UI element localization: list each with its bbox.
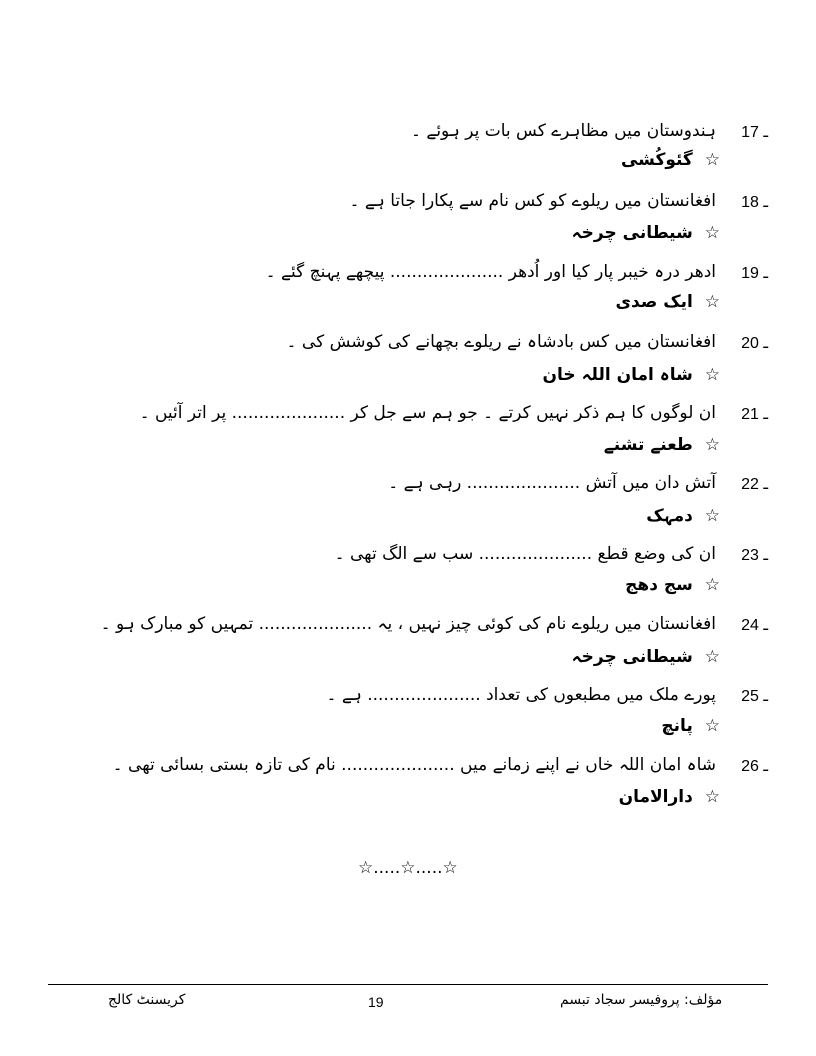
question-number: 25 ـ bbox=[741, 688, 768, 705]
answer-text: دارالامان bbox=[618, 787, 693, 807]
answer-23 bbox=[625, 575, 720, 603]
question-number: 19 ـ bbox=[741, 265, 768, 282]
question-number: 26 ـ bbox=[741, 758, 768, 775]
page-number: 19 bbox=[368, 994, 384, 1010]
question-text: ادھر درہ خیبر پار کیا اور اُدھر ..................... پیچھے پہنچ گئے ۔ bbox=[265, 262, 716, 282]
footer-college-name: کریسنٹ کالج bbox=[108, 992, 186, 1008]
question-text: افغانستان میں ریلوے کو کس نام سے پکارا جاتا ہے ۔ bbox=[349, 191, 716, 211]
answer-text: پانچ bbox=[661, 716, 693, 736]
question-24 bbox=[100, 611, 768, 641]
star-icon: ☆ bbox=[704, 575, 720, 595]
answer-text: شاہ امان اللہ خان bbox=[542, 365, 693, 385]
divider-stars: ☆.....☆.....☆ bbox=[358, 858, 458, 878]
star-icon: ☆ bbox=[704, 716, 720, 736]
question-number: 21 ـ bbox=[741, 406, 768, 423]
question-number: 18 ـ bbox=[741, 194, 768, 211]
star-icon: ☆ bbox=[704, 150, 720, 170]
answer-text: دمہک bbox=[646, 506, 693, 526]
question-18 bbox=[208, 188, 768, 218]
star-icon: ☆ bbox=[704, 506, 720, 526]
star-icon: ☆ bbox=[704, 365, 720, 385]
question-text: افغانستان میں کس بادشاہ نے ریلوے بچھانے کی کوشش کی ۔ bbox=[286, 332, 716, 352]
question-22 bbox=[208, 470, 768, 500]
star-icon: ☆ bbox=[704, 787, 720, 807]
answer-25 bbox=[661, 716, 720, 744]
answer-19 bbox=[615, 292, 720, 320]
question-text: ان کی وضع قطع ..................... سب سے الگ تھی ۔ bbox=[334, 544, 716, 564]
answer-text: شیطانی چرخہ bbox=[571, 647, 693, 667]
answer-26 bbox=[619, 787, 720, 815]
answer-text: گئوکُشی bbox=[620, 150, 693, 170]
answer-22 bbox=[646, 505, 720, 533]
question-number: 24 ـ bbox=[741, 617, 768, 634]
answer-text: شیطانی چرخہ bbox=[571, 223, 693, 243]
star-icon: ☆ bbox=[704, 435, 720, 455]
answer-17 bbox=[621, 150, 720, 178]
question-21 bbox=[139, 400, 768, 430]
footer-divider bbox=[48, 984, 768, 985]
star-icon: ☆ bbox=[704, 647, 720, 667]
question-number: 23 ـ bbox=[741, 547, 768, 564]
answer-text: سج دھج bbox=[625, 575, 693, 595]
question-text: ان لوگوں کا ہم ذکر نہیں کرتے ۔ جو ہم سے جل کر ..................... پر اتر آئیں ۔ bbox=[139, 403, 716, 423]
question-19 bbox=[208, 259, 768, 289]
question-25 bbox=[208, 682, 768, 712]
question-number: 20 ـ bbox=[741, 335, 768, 352]
question-26 bbox=[112, 752, 768, 782]
answer-18 bbox=[572, 222, 720, 250]
question-text: ہندوستان میں مظاہرے کس بات پر ہوئے ۔ bbox=[411, 121, 716, 141]
question-number: 22 ـ bbox=[741, 476, 768, 493]
question-text: پورے ملک میں مطبعوں کی تعداد ..................... ہے ۔ bbox=[326, 685, 716, 705]
question-20 bbox=[208, 329, 768, 359]
question-23 bbox=[208, 541, 768, 571]
answer-20 bbox=[543, 364, 721, 392]
answer-text: طعنے تشنے bbox=[603, 435, 693, 455]
footer-author: مؤلف: پروفیسر سجاد تبسم bbox=[560, 992, 723, 1008]
answer-21 bbox=[604, 434, 720, 462]
question-number: 17 ـ bbox=[741, 124, 768, 141]
answer-text: ایک صدی bbox=[615, 292, 693, 312]
star-icon: ☆ bbox=[704, 223, 720, 243]
question-17 bbox=[208, 118, 768, 148]
star-icon: ☆ bbox=[704, 292, 720, 312]
question-text: آتش دان میں آتش ..................... رہی ہے ۔ bbox=[388, 473, 716, 493]
question-text: شاہ امان اللہ خاں نے اپنے زمانے میں ..................... نام کی تازہ بستی بسائی تھی ۔ bbox=[112, 755, 716, 775]
answer-24 bbox=[572, 646, 720, 674]
question-text: افغانستان میں ریلوے نام کی کوئی چیز نہیں ، یہ ..................... تمہیں کو مبارک ہو ۔ bbox=[100, 614, 716, 634]
